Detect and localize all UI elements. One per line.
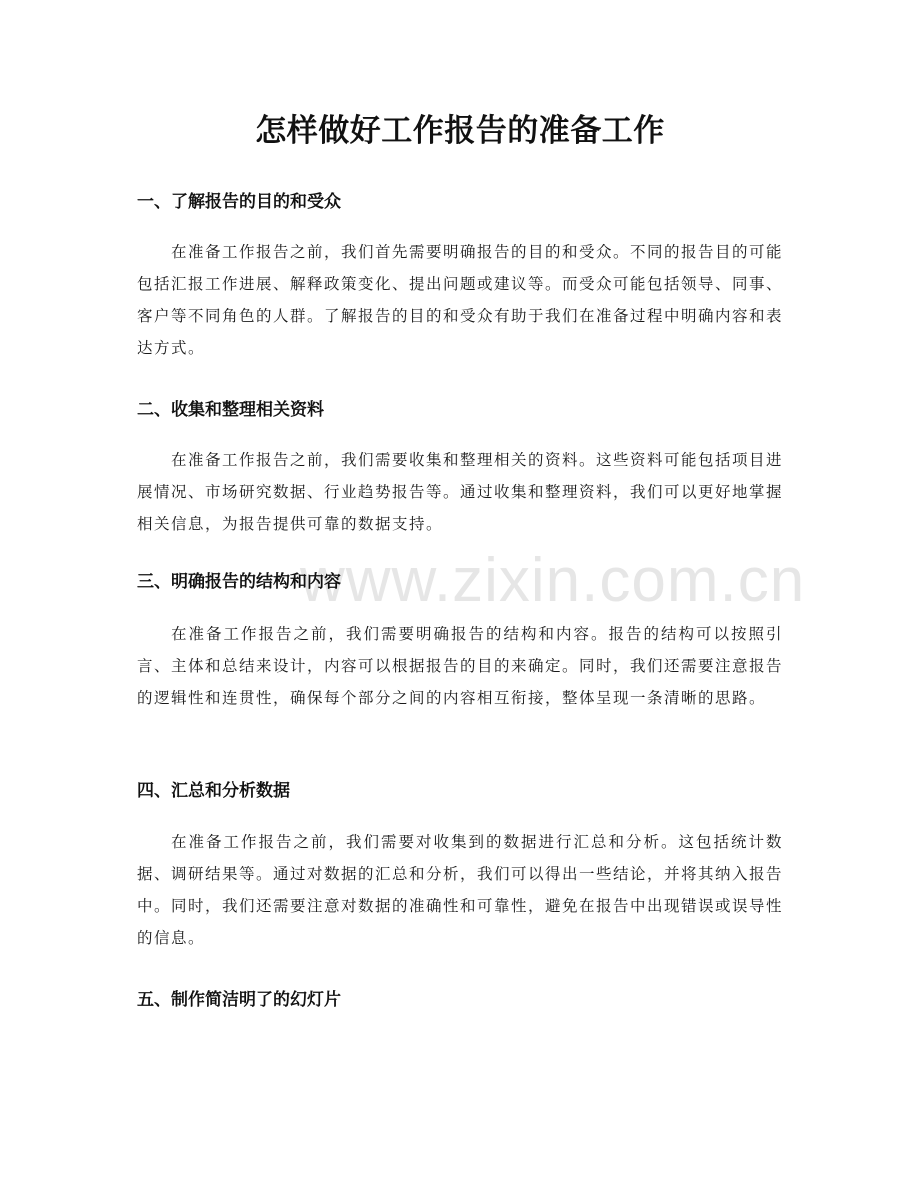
section-heading-5: 五、制作简洁明了的幻灯片 xyxy=(137,990,341,1010)
section-paragraph-3: 在准备工作报告之前，我们需要明确报告的结构和内容。报告的结构可以按照引言、主体和总结来设计，内容可以根据报告的目的来确定。同时，我们还需要注意报告的逻辑性和连贯性，确保每个部分之间的内容相互衔接，整体呈现一条清晰的思路。 xyxy=(137,625,784,707)
section-paragraph-1: 在准备工作报告之前，我们首先需要明确报告的目的和受众。不同的报告目的可能包括汇报工作进展、解释政策变化、提出问题或建议等。而受众可能包括领导、同事、客户等不同角色的人群。了解报告的目的和受众有助于我们在准备过程中明确内容和表达方式。 xyxy=(137,243,784,357)
section-heading-3: 三、明确报告的结构和内容 xyxy=(137,572,341,592)
section-heading-4: 四、汇总和分析数据 xyxy=(137,781,290,801)
document-title: 怎样做好工作报告的准备工作 xyxy=(255,113,665,149)
section-paragraph-4: 在准备工作报告之前，我们需要对收集到的数据进行汇总和分析。这包括统计数据、调研结果等。通过对数据的汇总和分析，我们可以得出一些结论，并将其纳入报告中。同时，我们还需要注意对数据的准确性和可靠性，避免在报告中出现错误或误导性的信息。 xyxy=(137,833,784,947)
section-paragraph-2: 在准备工作报告之前，我们需要收集和整理相关的资料。这些资料可能包括项目进展情况、市场研究数据、行业趋势报告等。通过收集和整理资料，我们可以更好地掌握相关信息，为报告提供可靠的数据支持。 xyxy=(137,451,784,533)
watermark: www.zixin.com.cn xyxy=(300,546,806,615)
section-heading-2: 二、收集和整理相关资料 xyxy=(137,400,324,420)
section-heading-1: 一、了解报告的目的和受众 xyxy=(137,192,341,212)
